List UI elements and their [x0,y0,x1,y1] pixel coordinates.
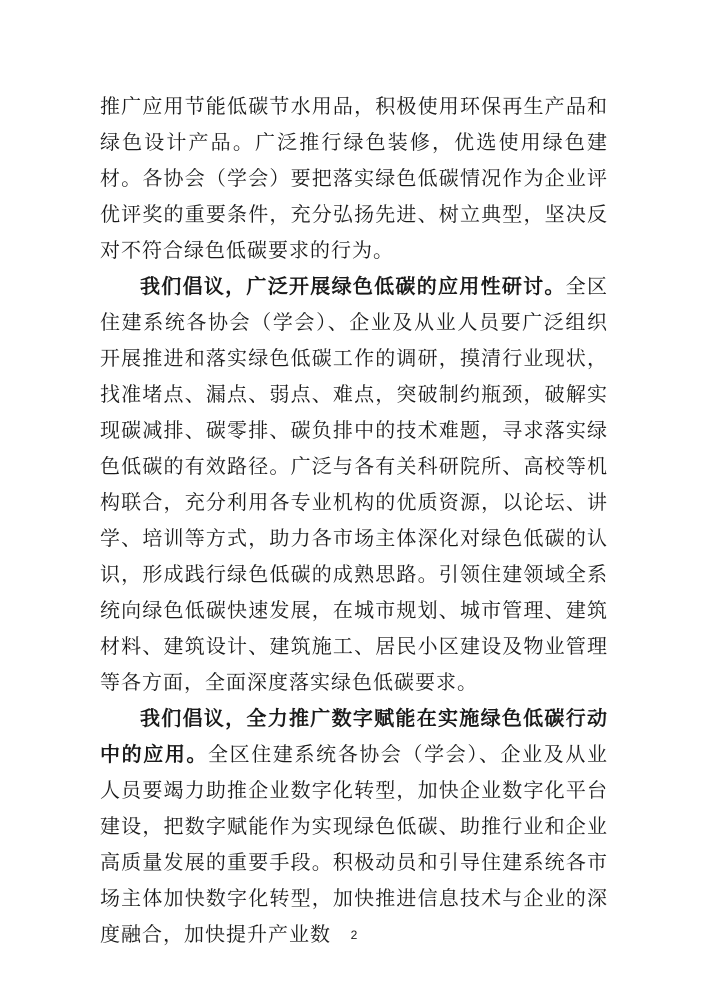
paragraph-body: 全区住建系统各协会（学会）、企业及从业人员要广泛组织开展推进和落实绿色低碳工作的调研，摸清行业现状，找准堵点、漏点、弱点、难点，突破制约瓶颈，破解实现碳减排、碳零排、碳负排中的技术难题，寻求落实绿色低碳的有效路径。广泛与各有关科研院所、高校等机构联合，充分利用各专业机构的优质资源，以论坛、讲学、培训等方式，助力各市场主体深化对绿色低碳的认识，形成践行绿色低碳的成熟思路。引领住建领域全系统向绿色低碳快速发展，在城市规划、城市管理、建筑材料、建筑设计、建筑施工、居民小区建设及物业管理等各方面，全面深度落实绿色低碳要求。 [100,274,609,694]
paragraph-research [100,268,608,700]
paragraph-body: 推广应用节能低碳节水用品，积极使用环保再生产品和绿色设计产品。广泛推行绿色装修，优选使用绿色建材。各协会（学会）要把落实绿色低碳情况作为企业评优评奖的重要条件，充分弘扬先进、树立典型，坚决反对不符合绿色低碳要求的行为。 [100,94,608,262]
paragraph-body: 全区住建系统各协会（学会）、企业及从业人员要竭力助推企业数字化转型，加快企业数字化平台建设，把数字赋能作为实现绿色低碳、助推行业和企业高质量发展的重要手段。积极动员和引导住建系统各市场主体加快数字化转型，加快推进信息技术与企业的深度融合，加快提升产业数 [100,742,609,946]
paragraph-lead: 我们倡议，全力推广数字赋能在实施绿色低碳行动中的应用。 [100,706,608,766]
page-number: 2 [350,928,358,942]
paragraph-lead: 我们倡议，广泛开展绿色低碳的应用性研讨。 [140,274,566,298]
paragraph-digital [100,700,608,952]
body-text [100,88,608,952]
paragraph-continuation [100,88,608,268]
